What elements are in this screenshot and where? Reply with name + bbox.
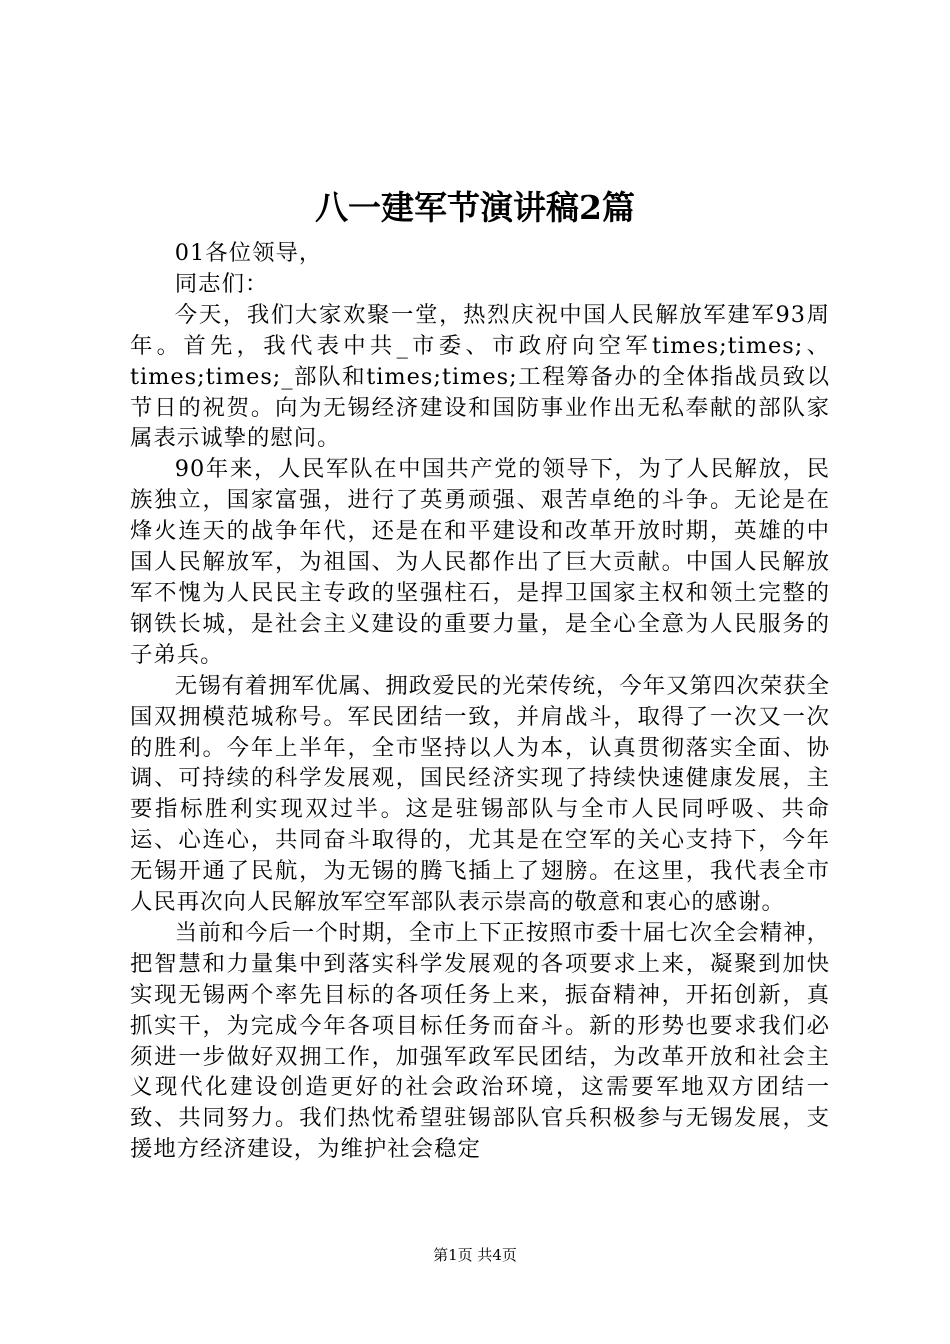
document-body [130, 238, 830, 1165]
paragraph: 今天，我们大家欢聚一堂，热烈庆祝中国人民解放军建军93周年。首先，我代表中共_市委、市政府向空军times;times;、times;times;_部队和times;times;工程筹备办的全体指战员致以节日的祝贺。向为无锡经济建设和国防事业作出无私奉献的部队家属表示诚挚的慰问。 [130, 301, 830, 452]
page-footer: 第1页 共4页 [433, 1246, 517, 1264]
paragraph: 当前和今后一个时期，全市上下正按照市委十届七次全会精神，把智慧和力量集中到落实科学发展观的各项要求上来，凝聚到加快实现无锡两个率先目标的各项任务上来，振奋精神，开拓创新，真抓实干，为完成今年各项目标任务而奋斗。新的形势也要求我们必须进一步做好双拥工作，加强军政军民团结，为改革开放和社会主义现代化建设创造更好的社会政治环境，这需要军地双方团结一致、共同努力。我们热忱希望驻锡部队官兵积极参与无锡发展，支援地方经济建设，为维护社会稳定 [130, 919, 830, 1163]
page-title: 八一建军节演讲稿2篇 [315, 188, 635, 227]
salutation: 01各位领导， [174, 240, 323, 266]
paragraph: 90年来，人民军队在中国共产党的领导下，为了人民解放，民族独立，国家富强，进行了英勇顽强、艰苦卓绝的斗争。无论是在烽火连天的战争年代，还是在和平建设和改革开放时期，英雄的中国人民解放军，为祖国、为人民都作出了巨大贡献。中国人民解放军不愧为人民民主专政的坚强柱石，是捍卫国家主权和领土完整的钢铁长城，是社会主义建设的重要力量，是全心全意为人民服务的子弟兵。 [130, 456, 830, 668]
salutation: 同志们： [174, 270, 269, 297]
paragraph: 无锡有着拥军优属、拥政爱民的光荣传统，今年又第四次荣获全国双拥模范城称号。军民团结一致，并肩战斗，取得了一次又一次的胜利。今年上半年，全市坚持以人为本，认真贯彻落实全面、协调、可持续的科学发展观，国民经济实现了持续快速健康发展，主要指标胜利实现双过半。这是驻锡部队与全市人民同呼吸、共命运、心连心，共同奋斗取得的，尤其是在空军的关心支持下，今年无锡开通了民航，为无锡的腾飞插上了翅膀。在这里，我代表全市人民再次向人民解放军空军部队表示崇高的敬意和衷心的感谢。 [130, 672, 830, 916]
